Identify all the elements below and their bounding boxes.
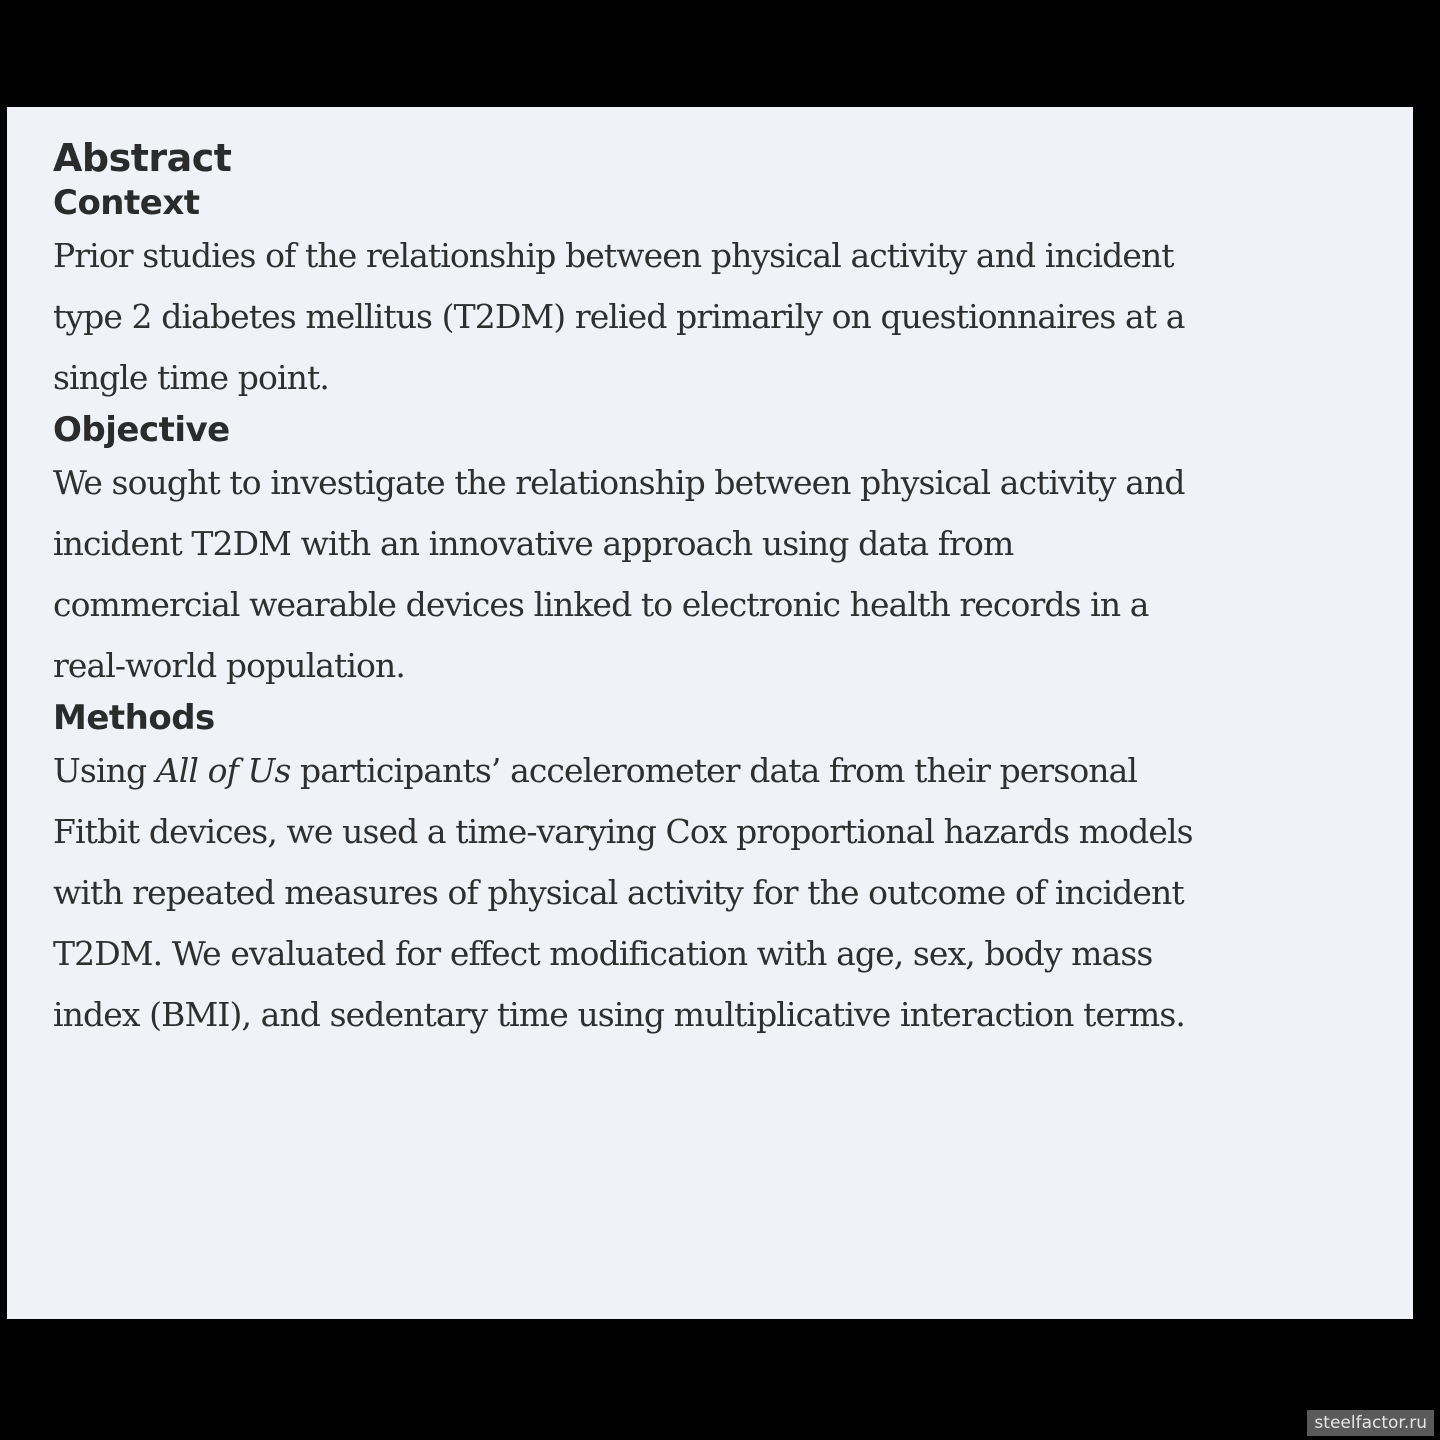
context-line-3: single time point.: [53, 358, 329, 397]
methods-line-1: [53, 740, 1383, 801]
context-line-2: type 2 diabetes mellitus (T2DM) relied primarily on questionnaires at a: [53, 297, 1185, 336]
methods-line-2: Fitbit devices, we used a time-varying Cox proportional hazards models: [53, 812, 1193, 851]
objective-line-2: incident T2DM with an innovative approach using data from: [53, 524, 1014, 563]
abstract-title: Abstract: [53, 136, 232, 180]
watermark-label: steelfactor.ru: [1307, 1410, 1434, 1436]
objective-line-3: commercial wearable devices linked to electronic health records in a: [53, 585, 1149, 624]
methods-line-5: index (BMI), and sedentary time using multiplicative interaction terms.: [53, 995, 1185, 1034]
abstract-panel: [7, 107, 1413, 1319]
methods-line-1-pre: Using: [53, 751, 156, 790]
objective-line-1: We sought to investigate the relationship between physical activity and: [53, 463, 1185, 502]
objective-heading: Objective: [53, 410, 230, 450]
methods-body: [53, 740, 1383, 1045]
objective-line-4: real-world population.: [53, 646, 405, 685]
methods-line-4: T2DM. We evaluated for effect modification with age, sex, body mass: [53, 934, 1153, 973]
methods-line-1-post: participants’ accelerometer data from their personal: [290, 751, 1138, 790]
methods-heading: Methods: [53, 698, 215, 738]
objective-body: [53, 452, 1383, 696]
context-heading: Context: [53, 183, 200, 223]
context-line-1: Prior studies of the relationship between physical activity and incident: [53, 236, 1174, 275]
context-body: [53, 225, 1383, 408]
methods-line-3: with repeated measures of physical activity for the outcome of incident: [53, 873, 1184, 912]
all-of-us-italic: All of Us: [155, 751, 291, 790]
